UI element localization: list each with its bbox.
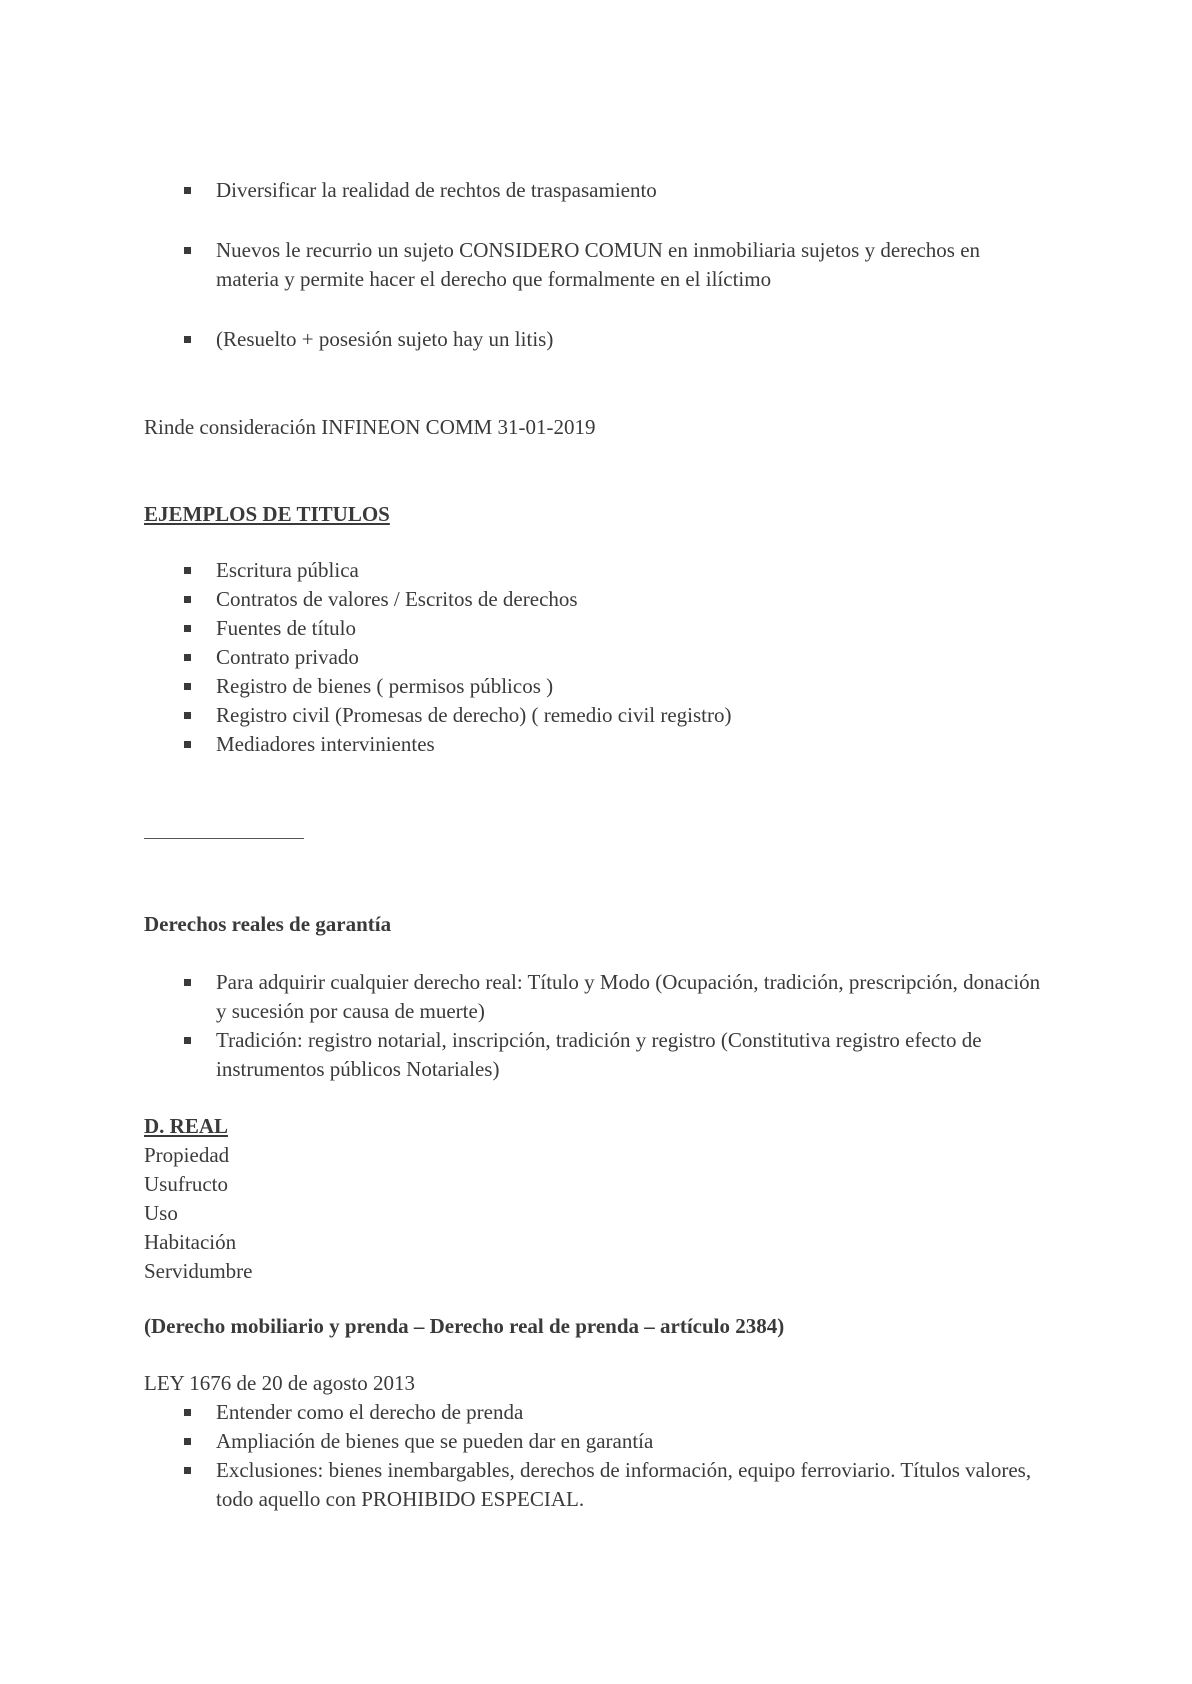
d-real-item: Servidumbre <box>144 1259 253 1283</box>
bullet-icon <box>184 336 191 343</box>
list-item: Exclusiones: bienes inembargables, derechos de información, equipo ferroviario. Títulos valores, todo aquello con PROHIBIDO ESPECIAL. <box>144 1456 1044 1514</box>
list-item: Contrato privado <box>144 643 1044 672</box>
list-item-text: Diversificar la realidad de rechtos de traspasamiento <box>216 178 657 202</box>
d-real-item: Uso <box>144 1201 178 1225</box>
list-item <box>144 236 1044 294</box>
list-item: Mediadores intervinientes <box>144 730 1044 759</box>
d-real-item: Usufructo <box>144 1172 228 1196</box>
section-title: EJEMPLOS DE TITULOS <box>144 502 390 526</box>
d-real-title: D. REAL <box>144 1114 229 1138</box>
bullet-icon <box>184 247 191 254</box>
d-real-item: Habitación <box>144 1230 237 1254</box>
list-item <box>144 325 1044 354</box>
list-item: Fuentes de título <box>144 614 1044 643</box>
section-title: Derechos reales de garantía <box>144 912 392 936</box>
list-item-text: (Resuelto + posesión sujeto hay un litis) <box>216 327 554 351</box>
list-item: Registro de bienes ( permisos públicos ) <box>144 672 1044 701</box>
d-real-item: Propiedad <box>144 1143 230 1167</box>
horizontal-rule <box>144 838 304 839</box>
list-item: Entender como el derecho de prenda <box>144 1398 1044 1427</box>
list-item: Tradición: registro notarial, inscripción, tradición y registro (Constitutiva registro efecto de instrumentos públicos Notariales) <box>144 1026 1044 1084</box>
list-item: Ampliación de bienes que se pueden dar en garantía <box>144 1427 1044 1456</box>
garantia-heading: (Derecho mobiliario y prenda – Derecho real de prenda – artículo 2384) <box>144 1314 785 1338</box>
bullet-icon <box>184 187 191 194</box>
list-item: Escritura pública <box>144 556 1044 585</box>
list-item: Registro civil (Promesas de derecho) ( remedio civil registro) <box>144 701 1044 730</box>
ley-line: LEY 1676 de 20 de agosto 2013 <box>144 1371 416 1395</box>
d-real-items <box>144 1141 544 1286</box>
list-item <box>144 176 1044 205</box>
ley-list <box>144 1398 1044 1514</box>
titles-list <box>144 556 1044 759</box>
list-item: Contratos de valores / Escritos de derechos <box>144 585 1044 614</box>
derechos-list <box>144 968 1044 1084</box>
list-item-text: Nuevos le recurrio un sujeto CONSIDERO COMUN en inmobiliaria sujetos y derechos en materia y permite hacer el derecho que formalmente en el ilíctimo <box>216 238 981 291</box>
list-item: Para adquirir cualquier derecho real: Título y Modo (Ocupación, tradición, prescripción, donación y sucesión por causa de muerte) <box>144 968 1044 1026</box>
reference-line: Rinde consideración INFINEON COMM 31-01-2019 <box>144 415 596 439</box>
